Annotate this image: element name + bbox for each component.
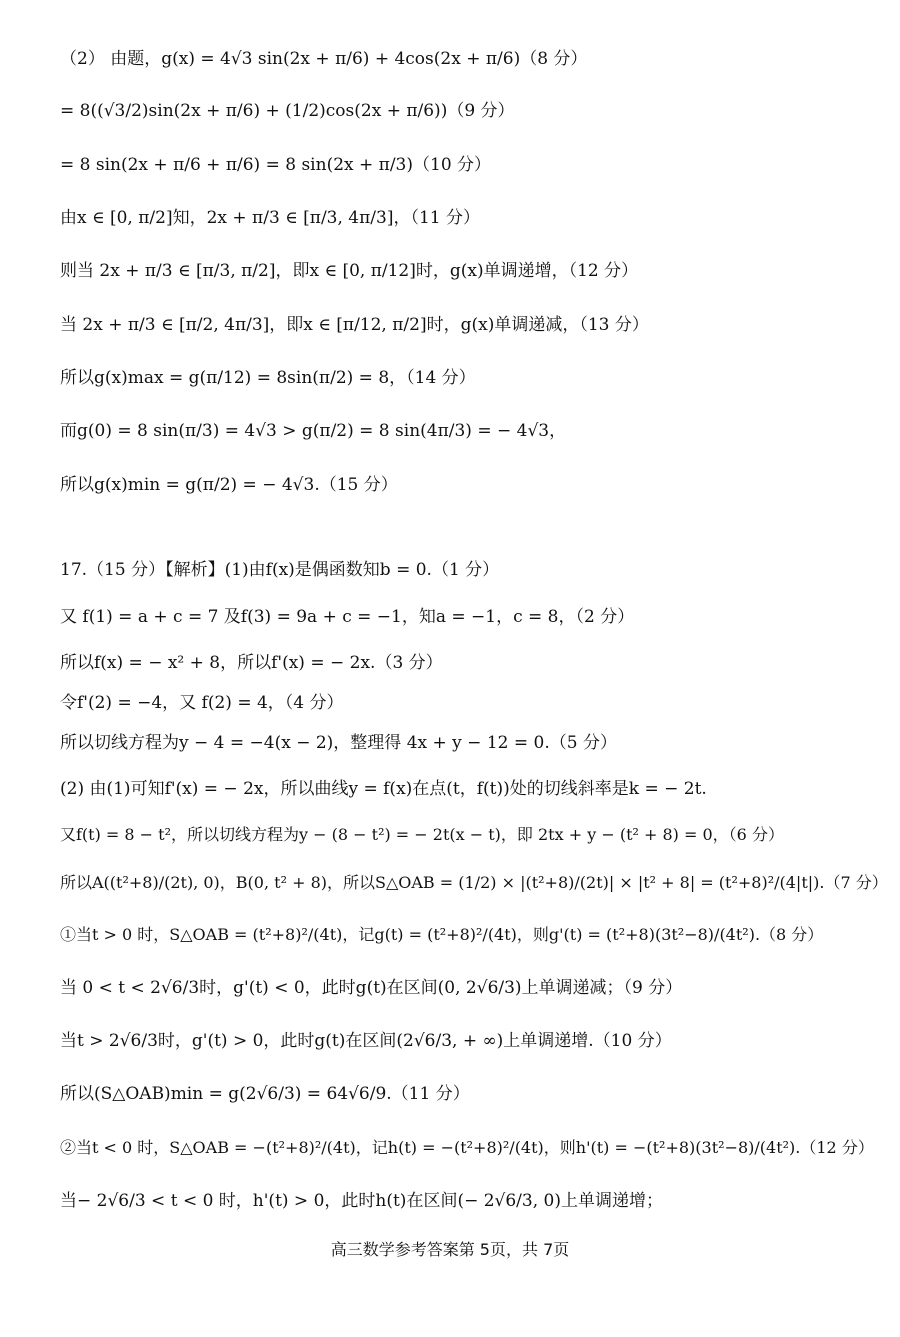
part2-line-9: 所以g(x)min = g(π/2) = − 4√3.（15 分） [60, 475, 398, 495]
q17-line-8: 所以A((t²+8)/(2t), 0)，B(0, t² + 8)，所以S△OAB = (1/2) × |(t²+8)/(2t)| × |t² + 8| = (t²+8)²/(4|t|).（7 分） [60, 873, 888, 892]
q17-line-1: 17.（15 分）【解析】(1)由f(x)是偶函数知b = 0.（1 分） [60, 560, 500, 580]
part2-line-4: 由x ∈ [0, π/2]知，2x + π/3 ∈ [π/3, 4π/3]，（11 分） [60, 208, 481, 228]
part2-line-6: 当 2x + π/3 ∈ [π/2, 4π/3]，即x ∈ [π/12, π/2]时，g(x)单调递减，（13 分） [60, 315, 649, 335]
part2-line-5: 则当 2x + π/3 ∈ [π/3, π/2]，即x ∈ [0, π/12]时，g(x)单调递增，（12 分） [60, 261, 639, 281]
part2-line-8: 而g(0) = 8 sin(π/3) = 4√3 > g(π/2) = 8 sin(4π/3) = − 4√3， [60, 421, 567, 441]
q17-line-2: 又 f(1) = a + c = 7 及f(3) = 9a + c = −1，知a = −1，c = 8，（2 分） [60, 607, 635, 627]
part2-line-7: 所以g(x)max = g(π/12) = 8sin(π/2) = 8，（14 分） [60, 368, 476, 388]
q17-line-6: (2) 由(1)可知f'(x) = − 2x，所以曲线y = f(x)在点(t，f(t))处的切线斜率是k = − 2t. [60, 779, 707, 799]
q17-line-11: 当t > 2√6/3时，g'(t) > 0，此时g(t)在区间(2√6/3, + ∞)上单调递增.（10 分） [60, 1031, 672, 1051]
part2-line-2: = 8((√3/2)sin(2x + π/6) + (1/2)cos(2x + π/6))（9 分） [60, 101, 515, 121]
q17-line-5: 所以切线方程为y − 4 = −4(x − 2)，整理得 4x + y − 12 = 0.（5 分） [60, 733, 617, 753]
q17-line-4: 令f'(2) = −4，又 f(2) = 4，（4 分） [60, 693, 344, 713]
q17-line-12: 所以(S△OAB)min = g(2√6/3) = 64√6/9.（11 分） [60, 1084, 470, 1104]
q17-line-3: 所以f(x) = − x² + 8，所以f'(x) = − 2x.（3 分） [60, 653, 443, 673]
q17-line-14: 当− 2√6/3 < t < 0 时，h'(t) > 0，此时h(t)在区间(− 2√6/3, 0)上单调递增； [60, 1191, 663, 1211]
q17-line-9: ①当t > 0 时，S△OAB = (t²+8)²/(4t)，记g(t) = (t²+8)²/(4t)，则g'(t) = (t²+8)(3t²−8)/(4t²).（8 分） [60, 925, 824, 944]
part2-line-3: = 8 sin(2x + π/6 + π/6) = 8 sin(2x + π/3)（10 分） [60, 155, 492, 175]
page-footer: 高三数学参考答案第 5页，共 7页 [330, 1240, 570, 1259]
q17-line-10: 当 0 < t < 2√6/3时，g'(t) < 0，此时g(t)在区间(0, 2√6/3)上单调递减；（9 分） [60, 978, 683, 998]
part2-line-1: （2） 由题，g(x) = 4√3 sin(2x + π/6) + 4cos(2x + π/6)（8 分） [60, 49, 588, 69]
q17-line-13: ②当t < 0 时，S△OAB = −(t²+8)²/(4t)，记h(t) = −(t²+8)²/(4t)，则h'(t) = −(t²+8)(3t²−8)/(4t²).（12 分） [60, 1138, 874, 1157]
q17-line-7: 又f(t) = 8 − t²，所以切线方程为y − (8 − t²) = − 2t(x − t)，即 2tx + y − (t² + 8) = 0，（6 分） [60, 825, 784, 844]
